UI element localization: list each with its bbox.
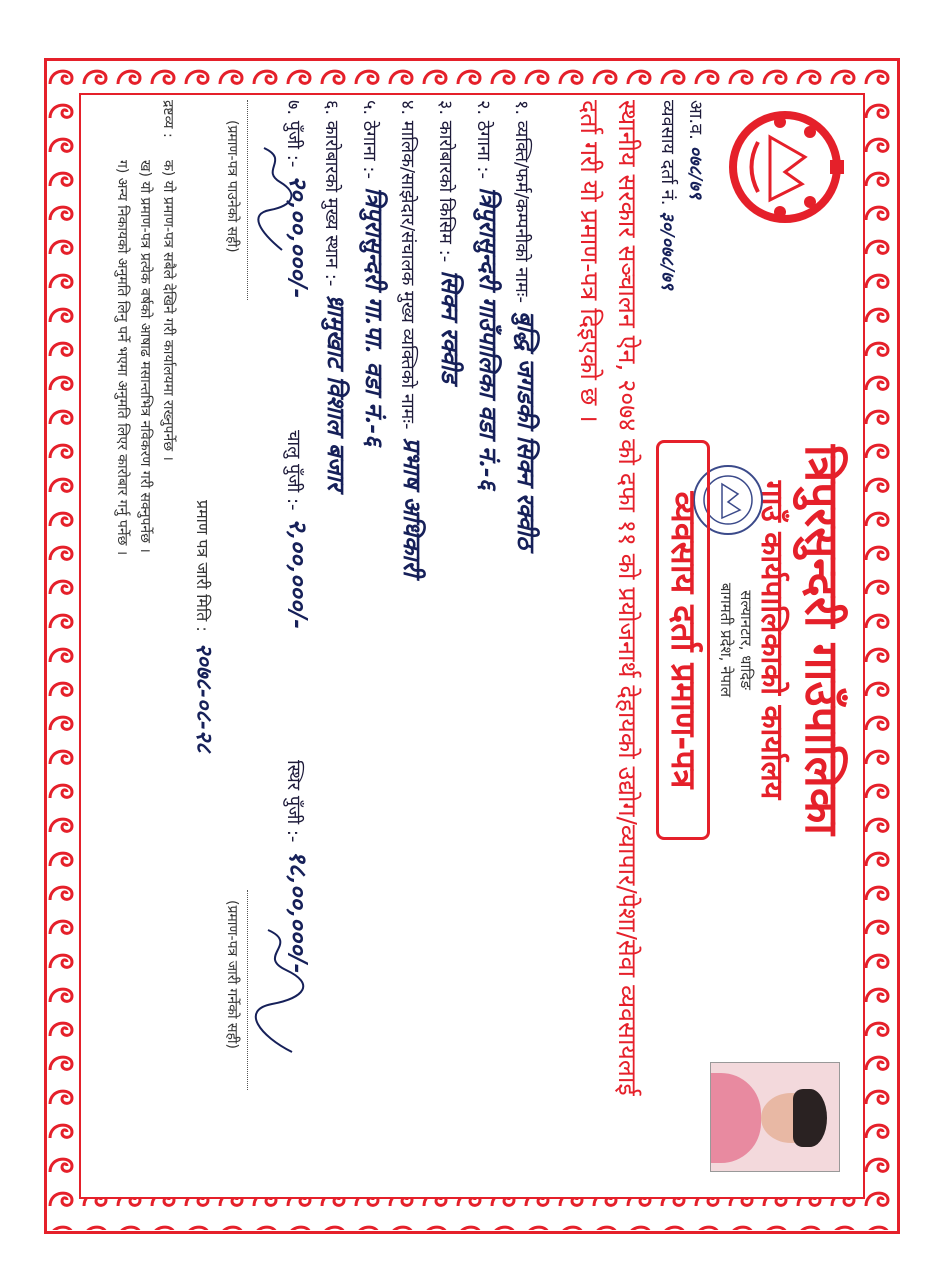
receiver-signature-label: (प्रमाण-पत्र पाउनेको सही) (224, 120, 240, 253)
certificate-title: व्यवसाय दर्ता प्रमाण-पत्र (656, 440, 710, 840)
certificate-content (68, 80, 868, 1200)
issuer-signature-line (247, 890, 248, 1090)
owner-photo (710, 1062, 840, 1172)
fiscal-year-label: आ.व. (685, 100, 706, 140)
note-item: क) यो प्रमाण-पत्र सबैले देखिने गरी कार्यालयमा राख्नुपर्नेछ । (160, 160, 176, 461)
registration-number-row (656, 100, 680, 290)
field-value: ध्रामुखाट विशाल बजार (322, 294, 351, 491)
receiver-signature (250, 140, 300, 260)
note-item: ग) अन्य निकायको अनुमति लिनु पर्ने भएमा अनुमति लिएर कारोबार गर्नु पर्नेछ । (114, 160, 130, 556)
issue-date (190, 500, 220, 753)
registration-number-label: व्यवसाय दर्ता नं. (657, 100, 678, 206)
certificate-statement: स्थानीय सरकार सञ्चालन ऐन, २०७४ को दफा ११ को प्रयोजनार्थ देहायको उद्योग/व्यापार/पेशा/सेवा व्यवसायलाई दर्ता गरी यो प्रमाण-पत्र दिइएको छ । (575, 100, 642, 1096)
field-label: ५. ठेगाना :- (359, 100, 380, 179)
total-capital-label: ७. पुँजी :- (283, 100, 304, 168)
field-label: ३. कारोबारको किसिम :- (435, 100, 456, 263)
address-line-1: सल्यानटार, धादिङ (737, 590, 755, 690)
notes-list (109, 160, 178, 555)
municipality-name: त्रिपुरसुन्दरी गाउँपालिका (795, 444, 849, 836)
fiscal-year-value: ०७८/७९ (685, 145, 706, 199)
fiscal-year-row (684, 100, 708, 290)
business-details (282, 100, 548, 1100)
current-capital-label: चालु पुँजी :- (283, 430, 304, 511)
issuer-signature-label: (प्रमाण-पत्र जारी गर्नेको सही) (224, 900, 240, 1050)
field-label: ६. कारोबारको मुख्य स्थान :- (321, 100, 342, 287)
total-capital-value: २०,००,०००/- (284, 175, 313, 299)
current-capital (282, 430, 315, 760)
field-label: १. व्यक्ति/फर्म/कम्पनीको नामः- (511, 100, 532, 303)
field-label: २. ठेगाना :- (473, 100, 494, 179)
address-line-2: बागमती प्रदेश, नेपाल (717, 582, 735, 698)
field-business-address (472, 100, 510, 1100)
notes-heading: द्रष्टव्य : (160, 100, 176, 138)
receiver-signature-line (247, 100, 248, 300)
fixed-capital-label: स्थिर पुँजी :- (283, 760, 304, 843)
office-name: गाउँ कार्यपालिकाको कार्यालय (754, 480, 789, 800)
field-value: प्रभाष अधिकारी (398, 437, 427, 577)
reference-numbers (652, 100, 708, 290)
field-business-name (510, 100, 548, 1100)
current-capital-value: २,००,०००/- (284, 518, 313, 629)
field-value: सिक्न रक्वीड (436, 270, 465, 383)
issue-date-label: प्रमाण पत्र जारी मिति : (193, 500, 212, 632)
field-owner-name (396, 100, 434, 1100)
fixed-capital-value: १८,००,०००/- (284, 850, 313, 974)
field-value: त्रिपुरासुन्दरी गाउँपालिका वडा नं.-६ (474, 187, 503, 490)
field-main-location (320, 100, 358, 1100)
issuer-signature (248, 920, 308, 1060)
note-item: ख) यो प्रमाण-पत्र प्रत्येक वर्षको आषाढ मसान्तभित्र नविकरण गरी सक्नुपर्नेछ । (137, 160, 153, 553)
field-value: बुद्धि जगडकी सिक्न रक्वीठ (512, 310, 541, 550)
field-business-type (434, 100, 472, 1100)
field-label: ४. मालिक/साझेदार/संचालक मुख्य व्यक्तिको नामः- (397, 100, 418, 430)
field-value: त्रिपुरासुन्दरी गा.पा. वडा नं.-६ (360, 187, 389, 447)
issue-date-value: २०७८-०८-२८ (191, 642, 217, 753)
registration-number-value: ३०/०७८/७९ (657, 211, 678, 290)
field-owner-address (358, 100, 396, 1100)
